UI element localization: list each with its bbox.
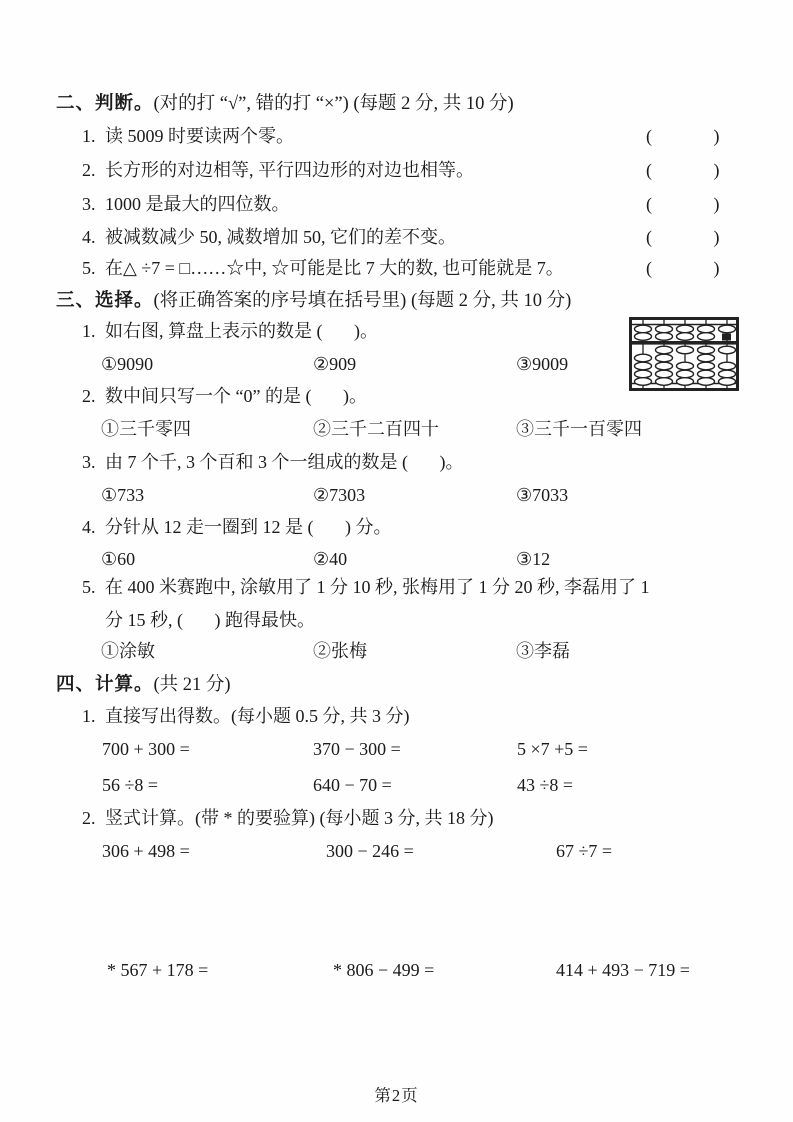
answer-brackets: ( ) [646, 194, 721, 214]
choice-item-text: 如右图, 算盘上表示的数是 ( )。 [105, 321, 378, 341]
choice-option: ②909 [313, 354, 357, 374]
calc-sub1-number: 1. [82, 706, 96, 726]
judge-item-number: 4. [82, 227, 96, 247]
answer-brackets: ( ) [646, 258, 721, 278]
choice-item-text-line2: 分 15 秒, ( ) 跑得最快。 [105, 610, 315, 630]
judge-item-number: 1. [82, 126, 96, 146]
calc-sub2-number: 2. [82, 808, 96, 828]
choice-option: ③三千一百零四 [516, 419, 642, 439]
judge-item-text: 读 5009 时要读两个零。 [105, 126, 294, 146]
equation: 5 ×7 +5 = [517, 739, 588, 759]
judge-item-text: 在△ ÷7 = □……☆中, ☆可能是比 7 大的数, 也可能就是 7。 [105, 258, 564, 278]
answer-brackets: ( ) [646, 126, 721, 146]
calc-sub1-title: 直接写出得数。(每小题 0.5 分, 共 3 分) [105, 706, 410, 726]
equation: 700 + 300 = [102, 739, 190, 759]
choice-item-text: 分针从 12 走一圈到 12 是 ( ) 分。 [105, 517, 392, 537]
choice-option: ③9009 [516, 354, 569, 374]
equation: 67 ÷7 = [556, 841, 613, 861]
section-calc-label: 四、计算。 [56, 673, 154, 694]
equation: 370 − 300 = [313, 739, 401, 759]
equation: 306 + 498 = [102, 841, 190, 861]
section-judge-note: (对的打 “√”, 错的打 “×”) (每题 2 分, 共 10 分) [153, 94, 514, 114]
choice-option: ①60 [101, 549, 136, 569]
answer-brackets: ( ) [646, 160, 721, 180]
equation: 56 ÷8 = [102, 775, 159, 795]
equation: * 806 − 499 = [333, 960, 435, 980]
judge-item-number: 2. [82, 160, 96, 180]
choice-option: ③7033 [516, 485, 569, 505]
judge-item-text: 长方形的对边相等, 平行四边形的对边也相等。 [105, 160, 474, 180]
choice-item-text: 由 7 个千, 3 个百和 3 个一组成的数是 ( )。 [105, 452, 464, 472]
judge-item-text: 1000 是最大的四位数。 [105, 194, 290, 214]
equation: 414 + 493 − 719 = [556, 960, 690, 980]
equation: 43 ÷8 = [517, 775, 574, 795]
choice-item-text: 数中间只写一个 “0” 的是 ( )。 [105, 386, 367, 406]
answer-brackets: ( ) [646, 227, 721, 247]
choice-option: ①733 [101, 485, 145, 505]
choice-option: ①三千零四 [101, 419, 191, 439]
choice-item-number: 3. [82, 452, 96, 472]
choice-option: ②张梅 [313, 641, 367, 661]
choice-option: ①涂敏 [101, 641, 155, 661]
choice-option: ②三千二百四十 [313, 419, 439, 439]
section-judge-heading [56, 92, 514, 115]
choice-item-number: 1. [82, 321, 96, 341]
section-calc-note: (共 21 分) [153, 675, 231, 695]
section-choice-note: (将正确答案的序号填在括号里) (每题 2 分, 共 10 分) [153, 291, 572, 311]
choice-item-number: 4. [82, 517, 96, 537]
equation: * 567 + 178 = [107, 960, 209, 980]
section-calc-heading [56, 673, 231, 696]
choice-option: ②40 [313, 549, 348, 569]
section-choice-label: 三、选择。 [56, 289, 154, 310]
choice-item-text: 在 400 米赛跑中, 涂敏用了 1 分 10 秒, 张梅用了 1 分 20 秒, 李磊用了 1 [105, 577, 650, 597]
section-choice-heading [56, 289, 571, 312]
equation: 300 − 246 = [326, 841, 414, 861]
choice-option: ③12 [516, 549, 551, 569]
equation: 640 − 70 = [313, 775, 392, 795]
choice-option: ③李磊 [516, 641, 570, 661]
judge-item-number: 5. [82, 258, 96, 278]
choice-option: ②7303 [313, 485, 366, 505]
choice-item-number: 5. [82, 577, 96, 597]
calc-sub2-title: 竖式计算。(带 * 的要验算) (每小题 3 分, 共 18 分) [105, 808, 494, 828]
section-judge-label: 二、判断。 [56, 92, 154, 113]
judge-item-number: 3. [82, 194, 96, 214]
page-number: 第2页 [374, 1086, 419, 1105]
choice-item-number: 2. [82, 386, 96, 406]
abacus-bead-marker [722, 334, 731, 341]
judge-item-text: 被减数减少 50, 减数增加 50, 它们的差不变。 [105, 227, 456, 247]
choice-option: ①9090 [101, 354, 154, 374]
abacus-image [629, 317, 739, 391]
